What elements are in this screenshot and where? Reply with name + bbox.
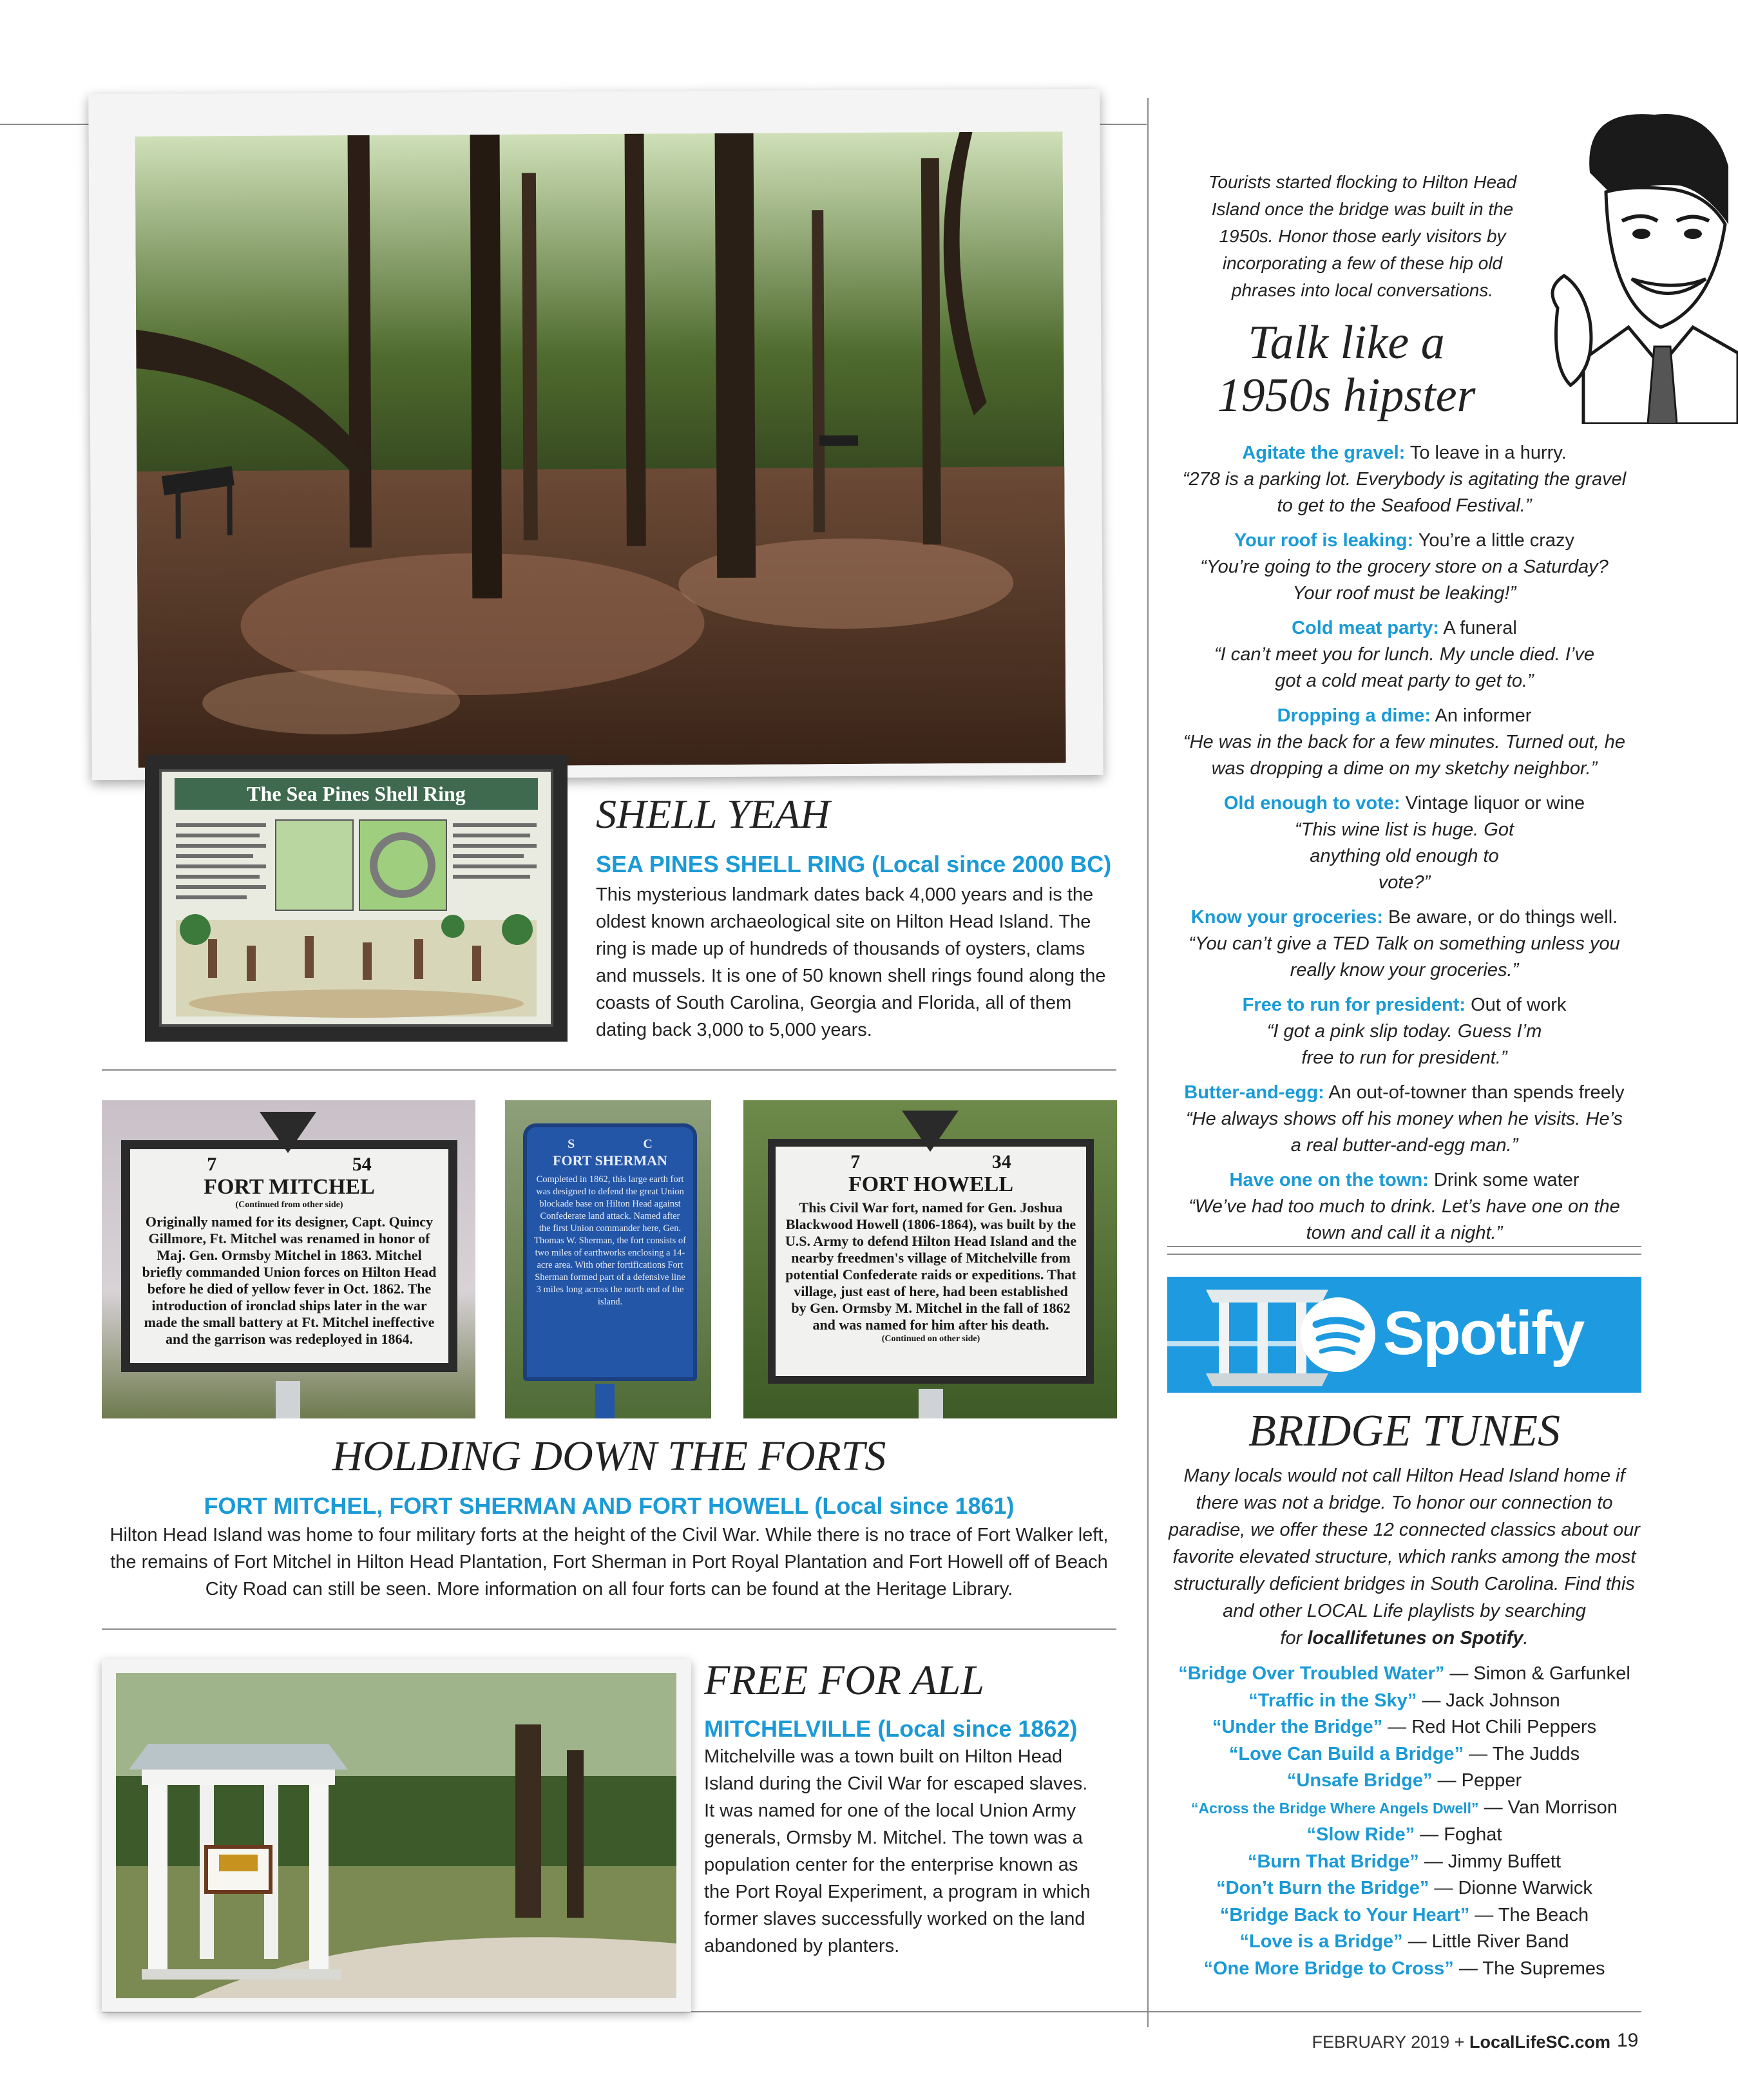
shell-ring-sign-photo [145, 755, 568, 1042]
fort-mitchel-marker [121, 1140, 457, 1372]
shell-ring-forest-photo-frame [88, 89, 1103, 780]
forts-title: HOLDING DOWN THE FORTS [332, 1433, 886, 1480]
fort-howell-emblem [902, 1111, 959, 1152]
phrase-example: “I can’t meet you for lunch. My uncle died. I’ve got a cold meat party to get to.” [1214, 644, 1594, 691]
phrase-example: “You’re going to the grocery store on a Saturday? Your roof must be leaking!” [1200, 557, 1609, 604]
bridge-tunes-intro-end: . [1523, 1628, 1529, 1648]
fort-howell-marker [768, 1139, 1094, 1384]
song-artist: — Simon & Garfunkel [1449, 1663, 1630, 1684]
song-title: “Burn That Bridge” [1247, 1851, 1419, 1872]
mitchelville-photo [116, 1673, 676, 1998]
phrase-meaning: An out-of-towner than spends freely [1328, 1082, 1625, 1103]
song-title: “Traffic in the Sky” [1248, 1690, 1417, 1711]
divider-forts [102, 1628, 1116, 1630]
song-item [1167, 1661, 1641, 1688]
song-title: “Bridge Over Troubled Water” [1178, 1663, 1445, 1684]
phrase-meaning: Be aware, or do things well. [1388, 907, 1618, 928]
phrase-example: “We’ve had too much to drink. Let’s have one on the town and call it a night.” [1189, 1196, 1620, 1243]
song-item [1167, 1688, 1641, 1715]
bridge-tunes-title: BRIDGE TUNES [1248, 1406, 1561, 1456]
column-divider [1147, 98, 1149, 2027]
forts-body: Hilton Head Island was home to four military forts at the height of the Civil War. While there is no trace of Fort Walker left, the remains of Fort Mitchel in Hilton Head Plantation, Fort Sherman in Port Royal Plantation and Fort Howell off of Beach City Road can still be seen. More information on all four forts can be found at the Heritage Library. [110, 1525, 1109, 1599]
song-title: “One More Bridge to Cross” [1203, 1958, 1454, 1979]
hipster-title-line1: Talk like a [1248, 316, 1445, 369]
phrase-meaning: An informer [1435, 705, 1532, 726]
fort-mitchel-emblem [260, 1112, 316, 1153]
song-title: “Slow Ride” [1306, 1824, 1415, 1845]
phrase-meaning: A funeral [1443, 618, 1517, 638]
mitchelville-photo-frame [102, 1659, 691, 2012]
phrase-term: Cold meat party: [1292, 618, 1439, 638]
song-title: “Love Can Build a Bridge” [1228, 1743, 1464, 1764]
phrase-term: Butter-and-egg: [1184, 1082, 1324, 1103]
shell-ring-subtitle: SEA PINES SHELL RING (Local since 2000 BC) [596, 851, 1112, 877]
fort-mitchel-numbers: 7 54 [207, 1154, 372, 1175]
forest-photo [135, 131, 1066, 768]
song-title: “Across the Bridge Where Angels Dwell” [1191, 1799, 1479, 1817]
song-artist: — Pepper [1437, 1770, 1522, 1791]
fort-howell-text: This Civil War fort, named for Gen. Joshua Blackwood Howell (1806-1864), was built by the U.S. Army to defend Hilton Head Island and the nearby freedmen's village of Mitchelville from potential Confederate raids or expeditions. That village, just east of here, had been established by Gen. Ormsby M. Mitchel in the fall of 1862 and was named for him after his death. [785, 1199, 1077, 1333]
fort-mitchel-photo [102, 1100, 475, 1418]
fort-howell-numbers: 7 34 [850, 1151, 1011, 1172]
forts-subtitle: FORT MITCHEL, FORT SHERMAN AND FORT HOWELL (Local since 1861) [204, 1493, 1015, 1519]
divider-right-2 [1167, 1254, 1641, 1255]
song-title: “Bridge Back to Your Heart” [1219, 1904, 1470, 1925]
fort-mitchel-name: FORT MITCHEL [204, 1175, 375, 1199]
sign-board [159, 769, 553, 1027]
fort-sherman-post [595, 1384, 615, 1418]
fort-mitchel-note: (Continued from other side) [235, 1200, 343, 1210]
phrase-term: Know your groceries: [1190, 907, 1383, 928]
song-artist: — Jimmy Buffett [1424, 1851, 1561, 1872]
footer-site-link[interactable]: LocalLifeSC.com [1469, 2032, 1610, 2052]
phrase-item [1167, 703, 1641, 782]
song-title: “Under the Bridge” [1212, 1717, 1383, 1737]
bridge-song-list [1167, 1661, 1641, 1982]
phrase-example: “This wine list is huge. Got anything old enough to vote?” [1294, 819, 1514, 893]
fort-mitchel-post [276, 1381, 300, 1418]
phrase-item [1167, 1167, 1641, 1246]
fort-sherman-numbers: S C [568, 1137, 653, 1151]
phrase-term: Dropping a dime: [1277, 705, 1431, 726]
song-title: “Don’t Burn the Bridge” [1216, 1878, 1429, 1898]
phrase-term: Your roof is leaking: [1234, 530, 1414, 551]
song-item [1167, 1929, 1641, 1956]
bridge-tunes-intro-for: for [1280, 1628, 1303, 1648]
song-item [1167, 1795, 1641, 1822]
page-number: 19 [1617, 2030, 1639, 2051]
phrase-meaning: Vintage liquor or wine [1405, 793, 1585, 814]
shell-ring-body: This mysterious landmark dates back 4,000 years and is the oldest known archaeological site on Hilton Head Island. The ring is made up of hundreds of thousands of oysters, clams and mussels. It is one of 50 known shell rings found along the coasts of South Carolina, Georgia and Florida, all of them dating back 3,000 to 5,000 years. [596, 884, 1106, 1040]
fort-howell-post [919, 1389, 943, 1418]
song-title: “Unsafe Bridge” [1286, 1770, 1433, 1791]
footer-date: FEBRUARY 2019 + [1312, 2032, 1465, 2052]
phrase-example: “You can’t give a TED Talk on something unless you really know your groceries.” [1189, 933, 1620, 980]
phrase-item [1167, 790, 1641, 896]
phrase-item [1167, 528, 1641, 607]
hipster-title-line2: 1950s hipster [1217, 369, 1476, 422]
fort-sherman-marker [523, 1123, 697, 1381]
hipster-man-illustration [1545, 95, 1738, 424]
spotify-search-term: locallifetunes on Spotify [1307, 1628, 1523, 1648]
song-artist: — Van Morrison [1484, 1797, 1618, 1818]
phrase-meaning: To leave in a hurry. [1409, 443, 1567, 463]
phrase-item [1167, 1080, 1641, 1159]
song-artist: — Dionne Warwick [1434, 1878, 1592, 1898]
phrase-term: Have one on the town: [1229, 1170, 1429, 1190]
song-item [1167, 1768, 1641, 1795]
mitchelville-body: Mitchelville was a town built on Hilton Head Island during the Civil War for escaped slaves. It was named for one of the local Union Army generals, Ormsby M. Mitchel. The town was a population center for the enterprise known as the Port Royal Experiment, a program in which former slaves successfully worked on the land abandoned by planters. [704, 1746, 1091, 1956]
song-artist: — Jack Johnson [1422, 1690, 1560, 1711]
phrase-meaning: You’re a little crazy [1418, 530, 1575, 551]
song-artist: — Red Hot Chili Peppers [1388, 1717, 1597, 1737]
phrase-example: “I got a pink slip today. Guess I’m free to run for president.” [1266, 1021, 1542, 1068]
fort-howell-note: (Continued on other side) [881, 1334, 980, 1344]
spotify-icon [1299, 1296, 1377, 1373]
song-item [1167, 1849, 1641, 1876]
fort-sherman-name: FORT SHERMAN [553, 1152, 667, 1169]
hipster-intro: Tourists started flocking to Hilton Head Island once the bridge was built in the 1950s. Honor those early visitors by incorporating a few of these hip old phrases into local conversations. [1208, 172, 1517, 300]
song-artist: — Foghat [1420, 1824, 1502, 1845]
song-item [1167, 1902, 1641, 1929]
sign-map-illustration [169, 817, 543, 1023]
shell-ring-title: SHELL YEAH [596, 791, 830, 837]
song-item [1167, 1956, 1641, 1983]
divider-shell [102, 1069, 1116, 1071]
phrase-meaning: Drink some water [1433, 1170, 1580, 1190]
phrase-term: Agitate the gravel: [1242, 443, 1406, 463]
fort-howell-photo [743, 1100, 1117, 1418]
fort-sherman-text: Completed in 1862, this large earth fort was designed to defend the great Union blockade base on Hilton Head against Confederate land attack. Named after the first Union commander here, Gen. Thomas W. Sherman, the fort consists of two miles of earthworks enclosing a 14-acre area. With other fortifications Fort Sherman formed part of a defensive line 3 miles long across the north end of the island. [533, 1174, 686, 1307]
fort-mitchel-text: Originally named for its designer, Capt. Quincy Gillmore, Ft. Mitchel was renamed in honor of Maj. Gen. Ormsby Mitchel in 1863. Mitchel briefly commanded Union forces on Hilton Head before he died of yellow fever in Oct. 1862. The introduction of ironclad ships later in the war made the small battery at Ft. Mitchel ineffective and the garrison was redeployed in 1864. [142, 1214, 437, 1347]
sign-title: The Sea Pines Shell Ring [175, 778, 538, 810]
top-rule-left [0, 124, 90, 125]
spotify-banner[interactable] [1167, 1277, 1641, 1393]
hipster-phrase-list [1167, 440, 1641, 1246]
bridge-tunes-intro [1167, 1462, 1641, 1652]
mitchelville-title: FREE FOR ALL [704, 1657, 985, 1704]
phrase-item [1167, 904, 1641, 984]
phrase-term: Old enough to vote: [1223, 793, 1400, 814]
song-title: “Love is a Bridge” [1239, 1931, 1403, 1952]
spotify-logo-text: Spotify [1383, 1299, 1584, 1368]
mitchelville-subtitle: MITCHELVILLE (Local since 1862) [704, 1715, 1078, 1742]
fort-sherman-photo [505, 1100, 711, 1418]
page-footer [1224, 2029, 1610, 2055]
song-artist: — Little River Band [1408, 1931, 1569, 1952]
song-item [1167, 1714, 1641, 1741]
song-artist: — The Beach [1475, 1904, 1589, 1925]
phrase-item [1167, 992, 1641, 1071]
phrase-item [1167, 615, 1641, 694]
song-item [1167, 1822, 1641, 1849]
phrase-meaning: Out of work [1471, 995, 1567, 1015]
song-item [1167, 1741, 1641, 1768]
fort-howell-name: FORT HOWELL [848, 1172, 1014, 1196]
song-artist: — The Supremes [1458, 1958, 1605, 1979]
phrase-item [1167, 440, 1641, 519]
bridge-tunes-intro-text: Many locals would not call Hilton Head Island home if there was not a bridge. To honor our connection to paradise, we offer these 12 connected classics about our favorite elevated structure, which ranks among the most structurally deficient bridges in South Carolina. Find this and other LOCAL Life playlists by searching [1169, 1465, 1640, 1621]
phrase-example: “He always shows off his money when he visits. He’s a real butter-and-egg man.” [1185, 1109, 1623, 1156]
phrase-term: Free to run for president: [1242, 995, 1466, 1015]
song-artist: — The Judds [1469, 1743, 1580, 1764]
phrase-example: “278 is a parking lot. Everybody is agitating the gravel to get to the Seafood Festival.” [1182, 469, 1627, 516]
phrase-example: “He was in the back for a few minutes. Turned out, he was dropping a dime on my sketchy neighbor.” [1183, 732, 1626, 779]
song-item [1167, 1875, 1641, 1902]
